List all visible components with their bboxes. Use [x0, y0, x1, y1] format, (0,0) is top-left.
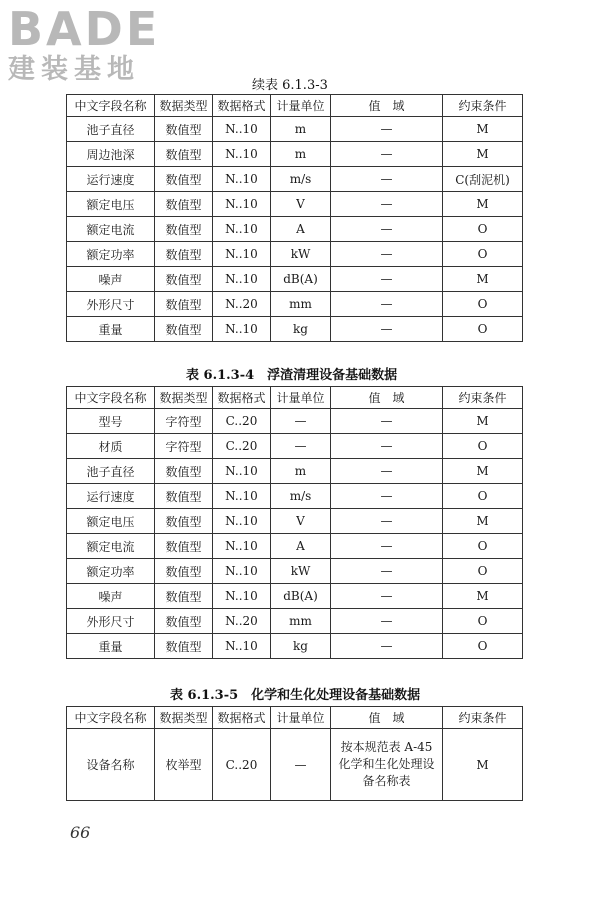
column-header: 数据类型 [155, 387, 213, 409]
table-cell: kW [271, 242, 331, 267]
table-cell: 数值型 [155, 317, 213, 342]
table-cell: — [331, 292, 443, 317]
table-cell: C..20 [213, 729, 271, 801]
table-cell: 数值型 [155, 217, 213, 242]
table-cell: kg [271, 634, 331, 659]
table-row [67, 409, 523, 434]
table-cell: N..10 [213, 192, 271, 217]
column-header: 约束条件 [443, 95, 523, 117]
table-cell: 额定电压 [67, 509, 155, 534]
table-cell: 噪声 [67, 584, 155, 609]
page-number: 66 [70, 823, 91, 842]
table-row [67, 292, 523, 317]
table-cell: 额定功率 [67, 242, 155, 267]
table-cell: 数值型 [155, 559, 213, 584]
column-header: 数据类型 [155, 707, 213, 729]
table-row [67, 434, 523, 459]
table-cell: — [331, 117, 443, 142]
table-row [67, 459, 523, 484]
table-cell: N..10 [213, 484, 271, 509]
table-cell: — [331, 242, 443, 267]
table-cell: N..10 [213, 117, 271, 142]
table-cell: 池子直径 [67, 459, 155, 484]
table-row [67, 609, 523, 634]
table-cell: O [443, 317, 523, 342]
table-cell: 数值型 [155, 584, 213, 609]
table-cell: M [443, 267, 523, 292]
table-cell: 噪声 [67, 267, 155, 292]
table-cell: 运行速度 [67, 167, 155, 192]
column-header: 中文字段名称 [67, 387, 155, 409]
table-cell: 按本规范表 A-45 化学和生化处理设备名称表 [331, 729, 443, 801]
table-row [67, 267, 523, 292]
table-row [67, 584, 523, 609]
table-row [67, 117, 523, 142]
column-header: 约束条件 [443, 387, 523, 409]
table-cell: — [331, 409, 443, 434]
table-cell: dB(A) [271, 267, 331, 292]
table-cell: N..10 [213, 634, 271, 659]
table-cell: 枚举型 [155, 729, 213, 801]
table-cell: — [331, 192, 443, 217]
column-header: 中文字段名称 [67, 95, 155, 117]
table-cell: — [331, 459, 443, 484]
table-cell: mm [271, 609, 331, 634]
table-cell: A [271, 217, 331, 242]
table-6-1-3-4 [66, 386, 523, 659]
column-header: 值 域 [331, 95, 443, 117]
table-cell: 型号 [67, 409, 155, 434]
table-cell: 外形尺寸 [67, 609, 155, 634]
table-cell: V [271, 509, 331, 534]
table-cell: m [271, 459, 331, 484]
table-cell: 池子直径 [67, 117, 155, 142]
table-cell: O [443, 534, 523, 559]
table-cell: — [331, 167, 443, 192]
table-cell: — [331, 634, 443, 659]
column-header: 数据格式 [213, 707, 271, 729]
table-cell: 重量 [67, 634, 155, 659]
table-cell: 数值型 [155, 484, 213, 509]
table-cell: kg [271, 317, 331, 342]
table-cell: kW [271, 559, 331, 584]
table-cell: M [443, 117, 523, 142]
table-cell: M [443, 584, 523, 609]
table-continued-6-1-3-3 [66, 94, 523, 342]
bade-logo [8, 4, 178, 90]
table-cell: 数值型 [155, 167, 213, 192]
table-cell: A [271, 534, 331, 559]
table-cell: — [331, 142, 443, 167]
column-header: 计量单位 [271, 707, 331, 729]
table-row [67, 242, 523, 267]
table-cell: 数值型 [155, 509, 213, 534]
table-cell: N..10 [213, 142, 271, 167]
table-row [67, 217, 523, 242]
table-cell: 外形尺寸 [67, 292, 155, 317]
table-cell: 数值型 [155, 609, 213, 634]
table-cell: m [271, 117, 331, 142]
table-cell: M [443, 142, 523, 167]
table-cell: C..20 [213, 409, 271, 434]
table-cell: N..10 [213, 242, 271, 267]
column-header: 计量单位 [271, 387, 331, 409]
table-cell: V [271, 192, 331, 217]
table-cell: 数值型 [155, 192, 213, 217]
table-cell: 数值型 [155, 534, 213, 559]
logo-bottom-text: 建装基地 [8, 54, 140, 85]
table-cell: O [443, 634, 523, 659]
table-cell: 额定电流 [67, 217, 155, 242]
table-cell: O [443, 484, 523, 509]
column-header: 约束条件 [443, 707, 523, 729]
table-6-1-3-5 [66, 706, 523, 801]
table-cell: O [443, 559, 523, 584]
table-cell: N..20 [213, 292, 271, 317]
column-header: 计量单位 [271, 95, 331, 117]
header-row [67, 707, 523, 729]
table-cell: 额定电流 [67, 534, 155, 559]
table-cell: m/s [271, 484, 331, 509]
column-header: 数据类型 [155, 95, 213, 117]
table-cell: — [331, 509, 443, 534]
table-cell: O [443, 609, 523, 634]
table-cell: — [331, 317, 443, 342]
table-cell: M [443, 459, 523, 484]
table-cell: C(刮泥机) [443, 167, 523, 192]
table-cell: 数值型 [155, 242, 213, 267]
table-cell: O [443, 434, 523, 459]
table-cell: — [331, 217, 443, 242]
column-header: 值 域 [331, 387, 443, 409]
table2-caption: 表 6.1.3-4 浮渣清理设备基础数据 [186, 368, 398, 383]
table-cell: C..20 [213, 434, 271, 459]
table-cell: 数值型 [155, 267, 213, 292]
table-row [67, 729, 523, 801]
table-row [67, 534, 523, 559]
table-cell: 设备名称 [67, 729, 155, 801]
table-cell: m/s [271, 167, 331, 192]
table-row [67, 142, 523, 167]
table-cell: — [331, 534, 443, 559]
logo-top-text: BADE [8, 2, 161, 56]
table-row [67, 317, 523, 342]
table-cell: — [331, 584, 443, 609]
table-cell: M [443, 192, 523, 217]
table-row [67, 167, 523, 192]
table-cell: M [443, 729, 523, 801]
table-cell: M [443, 509, 523, 534]
table-cell: N..10 [213, 459, 271, 484]
table-cell: dB(A) [271, 584, 331, 609]
table-cell: — [271, 729, 331, 801]
table3-caption: 表 6.1.3-5 化学和生化处理设备基础数据 [170, 688, 421, 703]
table-cell: O [443, 242, 523, 267]
table-cell: — [331, 484, 443, 509]
table-cell: N..10 [213, 167, 271, 192]
table-cell: 材质 [67, 434, 155, 459]
table-cell: N..10 [213, 534, 271, 559]
table-cell: 重量 [67, 317, 155, 342]
table-cell: — [271, 409, 331, 434]
table-cell: 数值型 [155, 117, 213, 142]
table-cell: 数值型 [155, 459, 213, 484]
table-cell: — [331, 267, 443, 292]
table-cell: m [271, 142, 331, 167]
table-row [67, 192, 523, 217]
table-cell: — [331, 559, 443, 584]
header-row [67, 387, 523, 409]
table-cell: 额定功率 [67, 559, 155, 584]
table-row [67, 559, 523, 584]
table-cell: mm [271, 292, 331, 317]
table-row [67, 484, 523, 509]
table-cell: 额定电压 [67, 192, 155, 217]
table-cell: 字符型 [155, 409, 213, 434]
column-header: 数据格式 [213, 95, 271, 117]
column-header: 数据格式 [213, 387, 271, 409]
table-cell: N..10 [213, 509, 271, 534]
table-cell: 字符型 [155, 434, 213, 459]
table-cell: M [443, 409, 523, 434]
table-cell: N..10 [213, 267, 271, 292]
table-row [67, 509, 523, 534]
table-cell: 数值型 [155, 292, 213, 317]
header-row [67, 95, 523, 117]
table-cell: 数值型 [155, 142, 213, 167]
table-row [67, 634, 523, 659]
table1-caption: 续表 6.1.3-3 [252, 78, 328, 93]
table-cell: 周边池深 [67, 142, 155, 167]
table-cell: O [443, 217, 523, 242]
table-cell: N..10 [213, 559, 271, 584]
table-cell: 数值型 [155, 634, 213, 659]
table-cell: N..10 [213, 217, 271, 242]
column-header: 中文字段名称 [67, 707, 155, 729]
table-cell: N..10 [213, 317, 271, 342]
table-cell: N..20 [213, 609, 271, 634]
table-cell: O [443, 292, 523, 317]
column-header: 值 域 [331, 707, 443, 729]
table-cell: — [331, 609, 443, 634]
table-cell: — [331, 434, 443, 459]
table-cell: — [271, 434, 331, 459]
table-cell: 运行速度 [67, 484, 155, 509]
table-cell: N..10 [213, 584, 271, 609]
